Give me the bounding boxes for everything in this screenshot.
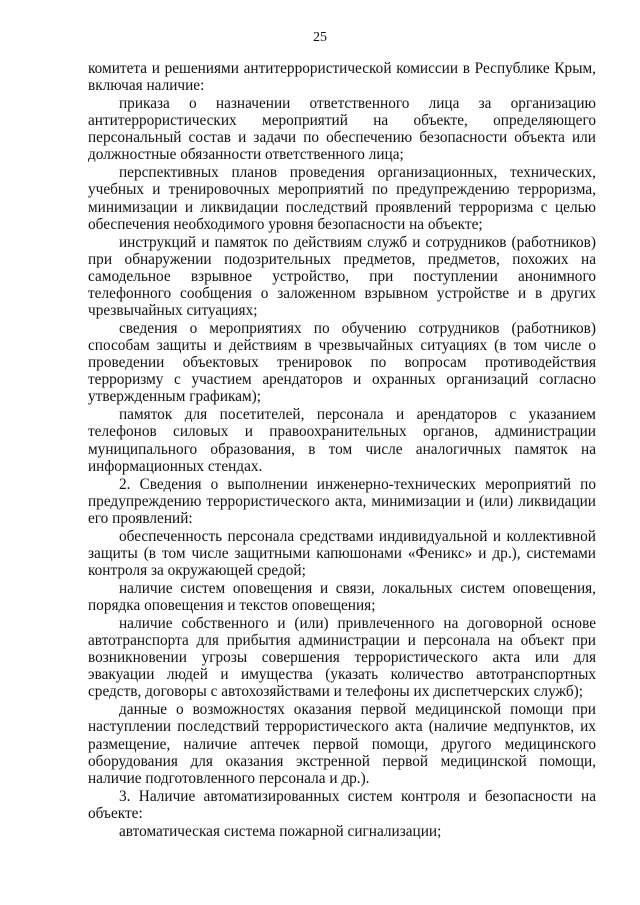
paragraph: обеспеченность персонала средствами индивидуальной и коллективной защиты (в том числе защитными капюшонами «Феникс» и др.), системами контроля за окружающей средой; (88, 527, 596, 579)
paragraph: приказа о назначении ответственного лица за организацию антитеррористических мероприятий на объекте, определяющего персональный состав и задачи по обеспечению безопасности объекта или должностные обязанности ответственного лица; (88, 95, 596, 164)
paragraph: комитета и решениями антитеррористической комиссии в Республике Крым, включая наличие: (88, 60, 596, 95)
paragraph: автоматическая система пожарной сигнализации; (119, 822, 442, 840)
paragraph: сведения о мероприятиях по обучению сотрудников (работников) способам защиты и действиям в чрезвычайных ситуациях (в том числе о проведении объектовых тренировок по вопросам противодействия терроризму с участием арендаторов и охранных организаций согласно утвержденным графикам); (88, 319, 596, 406)
paragraph: инструкций и памяток по действиям служб и сотрудников (работников) при обнаружении подозрительных предметов, предметов, похожих на самодельное взрывное устройство, при поступлении анонимного телефонного сообщения о заложенном взрывном устройстве и в других чрезвычайных ситуациях; (88, 233, 596, 319)
section-paragraph: 3. Наличие автоматизированных систем контроля и безопасности на объекте: (88, 787, 596, 822)
paragraph: наличие систем оповещения и связи, локальных систем оповещения, порядка оповещения и текстов оповещения; (88, 579, 596, 615)
paragraph: наличие собственного и (или) привлеченного на договорной основе автотранспорта для прибытия администрации и персонала на объект при возникновении угрозы совершения террористического акта или для эвакуации людей и имущества (указать количество автотранспортных средств, договоры с автохозяйствами и телефоны их диспетчерских служб); (88, 615, 596, 701)
paragraph: памяток для посетителей, персонала и арендаторов с указанием телефонов силовых и правоохранительных органов, администрации муниципального образования, в том числе аналогичных памяток на информационных стендах. (88, 406, 596, 475)
page-number: 25 (313, 30, 327, 45)
document-body (88, 60, 596, 841)
section-paragraph: 2. Сведения о выполнении инженерно-технических мероприятий по предупреждению террористического акта, минимизации и (или) ликвидации его проявлений: (88, 475, 596, 527)
paragraph: перспективных планов проведения организационных, технических, учебных и тренировочных мероприятий по предупреждению терроризма, минимизации и ликвидации последствий проявлений терроризма с целью обеспечения необходимого уровня безопасности на объекте; (88, 164, 596, 233)
paragraph: данные о возможностях оказания первой медицинской помощи при наступлении последствий террористического акта (наличие медпунктов, их размещение, наличие аптечек первой помощи, другого медицинского оборудования для оказания экстренной первой медицинской помощи, наличие подготовленного персонала и др.). (88, 701, 596, 787)
